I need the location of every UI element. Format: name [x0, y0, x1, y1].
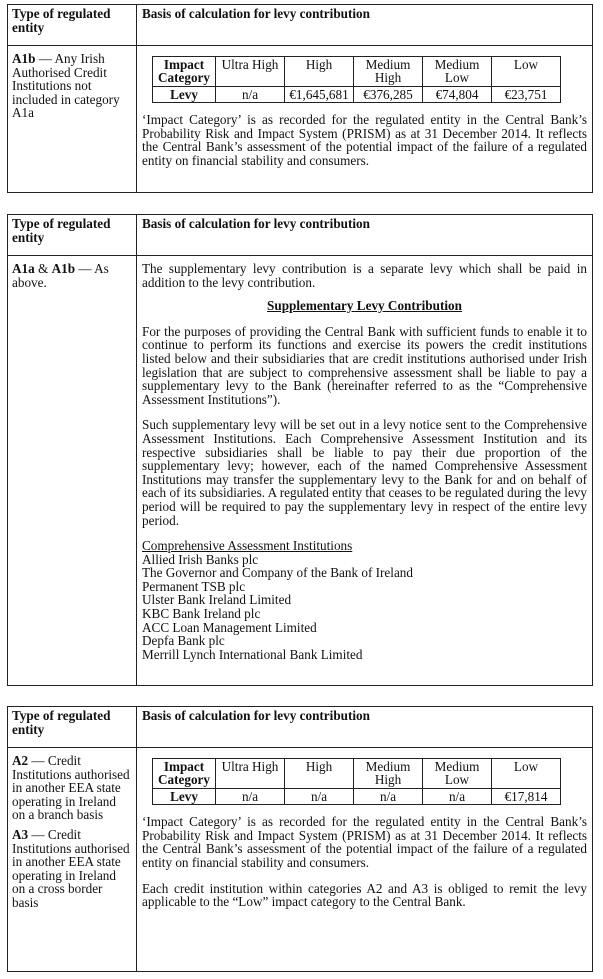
basis-cell: [137, 256, 592, 686]
levy-value: n/a: [216, 86, 285, 102]
header-row: [8, 5, 592, 46]
levy-table: [152, 758, 561, 805]
levy-value: €1,645,681: [285, 86, 354, 102]
levy-block-a1b: [7, 4, 593, 193]
levy-value: €74,804: [423, 86, 492, 102]
header-row: [8, 215, 592, 256]
impact-category-label: Impact Category: [153, 759, 216, 789]
header-basis: Basis of calculation for levy contribution: [142, 216, 370, 231]
basis-cell: [137, 46, 592, 193]
levy-value: n/a: [423, 788, 492, 804]
institution-item: Allied Irish Banks plc: [142, 551, 259, 567]
body-row: [8, 748, 592, 972]
header-row: [8, 707, 592, 748]
body-row: [8, 256, 592, 686]
levy-value: n/a: [285, 788, 354, 804]
header-type: Type of regulated entity: [8, 5, 137, 45]
institution-item: ACC Loan Management Limited: [142, 619, 317, 635]
header-basis: Basis of calculation for levy contribution: [142, 708, 370, 723]
category-cell: Medium High: [354, 759, 423, 789]
entity-code: A1a: [12, 261, 35, 276]
levy-value: €376,285: [354, 86, 423, 102]
entity-desc: — Credit Institutions authorised in another EEA state operating in Ireland on a branch basis: [12, 753, 130, 823]
supplementary-intro: The supplementary levy contribution is a separate levy which shall be paid in addition to the levy contribution.: [142, 261, 587, 290]
supplementary-para-2: Such supplementary levy will be set out in a levy notice sent to the Comprehensive Assessment Institutions. Each Comprehensive Assessment Institution and its respective subsidiaries shall be liable to pay their due proportion of the supplementary levy; however, each of the named Comprehensive Assessment Institutions may transfer the supplementary levy to the Bank for and on behalf of each of its subsidiaries. A regulated entity that ceases to be regulated during the levy period will be required to pay the supplementary levy in respect of the entire levy period.: [142, 417, 587, 528]
levy-label: Levy: [153, 788, 216, 804]
category-cell: Ultra High: [216, 759, 285, 789]
header-type: Type of regulated entity: [8, 707, 137, 747]
entity-amp: &: [34, 261, 52, 276]
entity-desc: — Credit Institutions authorised in another EEA state operating in Ireland on a cross border basis: [12, 826, 130, 910]
supplementary-title: Supplementary Levy Contribution: [267, 298, 462, 314]
impact-category-label: Impact Category: [153, 57, 216, 87]
category-cell: Medium Low: [423, 759, 492, 789]
levy-label: Levy: [153, 86, 216, 102]
levy-value: n/a: [354, 788, 423, 804]
entity-code: A2: [12, 753, 29, 768]
category-cell: Ultra High: [216, 57, 285, 87]
levy-value: n/a: [216, 788, 285, 804]
levy-value: €23,751: [492, 86, 561, 102]
entity-code: A1b: [51, 261, 76, 276]
levy-value: €17,814: [492, 788, 561, 804]
category-cell: High: [285, 759, 354, 789]
category-cell: Medium High: [354, 57, 423, 87]
institution-item: Merrill Lynch International Bank Limited: [142, 646, 363, 662]
institution-item: Ulster Bank Ireland Limited: [142, 592, 292, 608]
entity-code: A1b: [12, 51, 36, 66]
institutions-title: Comprehensive Assessment Institutions: [142, 538, 353, 554]
header-type: Type of regulated entity: [8, 215, 137, 255]
institution-item: The Governor and Company of the Bank of Ireland: [142, 565, 413, 581]
category-cell: Medium Low: [423, 57, 492, 87]
institution-item: Depfa Bank plc: [142, 633, 225, 649]
supplementary-para-1: For the purposes of providing the Central Bank with sufficient funds to enable it to continue to perform its functions and exercise its powers the credit institutions listed below and their subsidiaries that are credit institutions authorised under Irish legislation that are subject to comprehensive assessment shall be liable to pay a supplementary levy to the Bank (hereinafter referred to as the “Comprehensive Assessment Institutions”).: [142, 323, 587, 407]
category-cell: High: [285, 57, 354, 87]
entity-desc: — Any Irish Authorised Credit Institutions not included in category A1a: [12, 51, 120, 121]
body-row: [8, 46, 592, 193]
header-basis: Basis of calculation for levy contribution: [142, 6, 370, 21]
levy-table: [152, 56, 561, 103]
levy-block-supplementary: [7, 214, 593, 686]
category-cell: Low: [492, 57, 561, 87]
institution-item: KBC Bank Ireland plc: [142, 606, 261, 622]
institutions-list: [142, 553, 587, 662]
basis-cell: [137, 748, 592, 972]
entity-code: A3: [12, 826, 29, 842]
entity-cell: [8, 256, 137, 686]
impact-note: ‘Impact Category’ is as recorded for the regulated entity in the Central Bank’s Probability Risk and Impact System (PRISM) as at 31 December 2014. It reflects the Central Bank’s assessment of the potential impact of the failure of a regulated entity on financial stability and consumers.: [142, 112, 587, 168]
entity-cell: [8, 46, 137, 193]
entity-cell: [8, 748, 137, 972]
levy-block-a2-a3: [7, 706, 593, 972]
category-cell: Low: [492, 759, 561, 789]
impact-note: ‘Impact Category’ is as recorded for the regulated entity in the Central Bank’s Probability Risk and Impact System (PRISM) as at 31 December 2014. It reflects the Central Bank’s assessment of the potential impact of the failure of a regulated entity on financial stability and consumers.: [142, 814, 587, 870]
low-category-note: Each credit institution within categories A2 and A3 is obliged to remit the levy applicable to the “Low” impact category to the Central Bank.: [142, 880, 587, 910]
institution-item: Permanent TSB plc: [142, 578, 246, 594]
entity-desc: — As above.: [12, 261, 109, 290]
